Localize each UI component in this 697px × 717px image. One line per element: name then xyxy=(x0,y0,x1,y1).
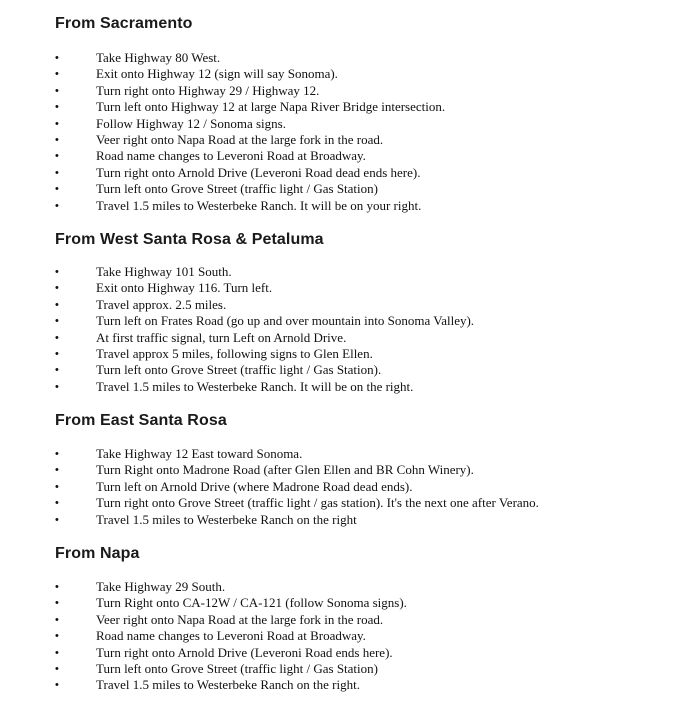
direction-step-text: Travel 1.5 miles to Westerbeke Ranch. It will be on the right. xyxy=(96,378,414,394)
list-item xyxy=(55,579,685,595)
bullet-icon: • xyxy=(55,101,59,114)
direction-step-text: Turn right onto Arnold Drive (Leveroni Road dead ends here). xyxy=(96,164,421,180)
list-item xyxy=(55,280,685,296)
list-item xyxy=(55,479,685,495)
bullet-icon: • xyxy=(55,117,59,130)
list-item xyxy=(55,313,685,329)
bullet-icon: • xyxy=(55,597,59,610)
list-item xyxy=(55,346,685,362)
list-item xyxy=(55,330,685,346)
list-item xyxy=(55,628,685,644)
section-from-west-santa-rosa-petaluma xyxy=(55,230,685,394)
list-item xyxy=(55,297,685,313)
bullet-icon: • xyxy=(55,84,59,97)
bullet-icon: • xyxy=(55,364,59,377)
section-from-napa xyxy=(55,544,685,693)
list-item xyxy=(55,198,685,214)
bullet-icon: • xyxy=(55,133,59,146)
bullet-icon: • xyxy=(55,380,59,393)
list-item xyxy=(55,677,685,693)
bullet-icon: • xyxy=(55,298,59,311)
bullet-icon: • xyxy=(55,347,59,360)
direction-step-text: Turn right onto Arnold Drive (Leveroni Road ends here). xyxy=(96,644,393,660)
list-item xyxy=(55,512,685,528)
bullet-icon: • xyxy=(55,166,59,179)
direction-step-text: Road name changes to Leveroni Road at Broadway. xyxy=(96,148,366,164)
direction-step-text: Take Highway 101 South. xyxy=(96,264,232,279)
section-from-sacramento xyxy=(55,14,685,213)
direction-step-text: Turn Right onto Madrone Road (after Glen Ellen and BR Cohn Winery). xyxy=(96,462,474,478)
list-item xyxy=(55,83,685,99)
direction-step-text: Travel 1.5 miles to Westerbeke Ranch on the right. xyxy=(96,677,360,693)
directions-list xyxy=(55,579,685,694)
list-item xyxy=(55,264,685,280)
list-item xyxy=(55,66,685,82)
bullet-icon: • xyxy=(55,464,59,477)
bullet-icon: • xyxy=(55,679,59,692)
bullet-icon: • xyxy=(55,480,59,493)
direction-step-text: Veer right onto Napa Road at the large fork in the road. xyxy=(96,131,384,147)
direction-step-text: Turn left onto Grove Street (traffic light / Gas Station) xyxy=(96,181,378,197)
directions-list xyxy=(55,264,685,395)
direction-step-text: Turn left onto Highway 12 at large Napa River Bridge intersection. xyxy=(96,99,446,115)
direction-step-text: Turn left onto Grove Street (traffic light / Gas Station). xyxy=(96,362,382,378)
list-item xyxy=(55,462,685,478)
direction-step-text: Turn left onto Grove Street (traffic light / Gas Station) xyxy=(96,660,378,676)
list-item xyxy=(55,181,685,197)
bullet-icon: • xyxy=(55,68,59,81)
section-heading: From West Santa Rosa & Petaluma xyxy=(55,231,324,248)
direction-step-text: Turn right onto Grove Street (traffic light / gas station). It's the next one after Verano. xyxy=(96,495,539,511)
list-item xyxy=(55,495,685,511)
bullet-icon: • xyxy=(55,331,59,344)
list-item xyxy=(55,645,685,661)
bullet-icon: • xyxy=(55,630,59,643)
direction-step-text: Take Highway 29 South. xyxy=(96,579,226,594)
list-item xyxy=(55,148,685,164)
direction-step-text: Exit onto Highway 12 (sign will say Sonoma). xyxy=(96,66,338,82)
bullet-icon: • xyxy=(55,315,59,328)
direction-step-text: Turn Right onto CA-12W / CA-121 (follow Sonoma signs). xyxy=(96,595,407,611)
section-heading: From Napa xyxy=(55,545,140,562)
bullet-icon: • xyxy=(55,646,59,659)
bullet-icon: • xyxy=(55,183,59,196)
bullet-icon: • xyxy=(55,513,59,526)
direction-step-text: Turn left on Arnold Drive (where Madrone Road dead ends). xyxy=(96,478,413,494)
direction-step-text: Road name changes to Leveroni Road at Broadway. xyxy=(96,628,366,644)
direction-step-text: Travel 1.5 miles to Westerbeke Ranch. It will be on your right. xyxy=(96,197,422,213)
list-item xyxy=(55,116,685,132)
bullet-icon: • xyxy=(55,266,59,278)
direction-step-text: At first traffic signal, turn Left on Arnold Drive. xyxy=(96,329,347,345)
direction-step-text: Travel approx 5 miles, following signs to Glen Ellen. xyxy=(96,345,373,361)
direction-step-text: Exit onto Highway 116. Turn left. xyxy=(96,280,273,296)
directions-list xyxy=(55,446,685,528)
list-item xyxy=(55,99,685,115)
section-heading: From East Santa Rosa xyxy=(55,412,227,429)
section-from-east-santa-rosa xyxy=(55,411,685,527)
bullet-icon: • xyxy=(55,448,59,460)
list-item xyxy=(55,379,685,395)
bullet-icon: • xyxy=(55,150,59,163)
list-item xyxy=(55,165,685,181)
list-item xyxy=(55,50,685,66)
direction-step-text: Take Highway 12 East toward Sonoma. xyxy=(96,446,303,461)
bullet-icon: • xyxy=(55,613,59,626)
list-item xyxy=(55,612,685,628)
bullet-icon: • xyxy=(55,52,59,64)
direction-step-text: Turn left on Frates Road (go up and over mountain into Sonoma Valley). xyxy=(96,313,475,329)
list-item xyxy=(55,661,685,677)
direction-step-text: Turn right onto Highway 29 / Highway 12. xyxy=(96,82,320,98)
bullet-icon: • xyxy=(55,581,59,593)
list-item xyxy=(55,446,685,462)
bullet-icon: • xyxy=(55,662,59,675)
section-heading: From Sacramento xyxy=(55,15,193,32)
list-item xyxy=(55,362,685,378)
direction-step-text: Follow Highway 12 / Sonoma signs. xyxy=(96,115,286,131)
direction-step-text: Veer right onto Napa Road at the large fork in the road. xyxy=(96,611,384,627)
list-item xyxy=(55,132,685,148)
bullet-icon: • xyxy=(55,199,59,212)
directions-list xyxy=(55,50,685,214)
direction-step-text: Take Highway 80 West. xyxy=(96,50,221,65)
list-item xyxy=(55,595,685,611)
bullet-icon: • xyxy=(55,497,59,510)
direction-step-text: Travel 1.5 miles to Westerbeke Ranch on the right xyxy=(96,511,357,527)
direction-step-text: Travel approx. 2.5 miles. xyxy=(96,296,227,312)
bullet-icon: • xyxy=(55,282,59,295)
